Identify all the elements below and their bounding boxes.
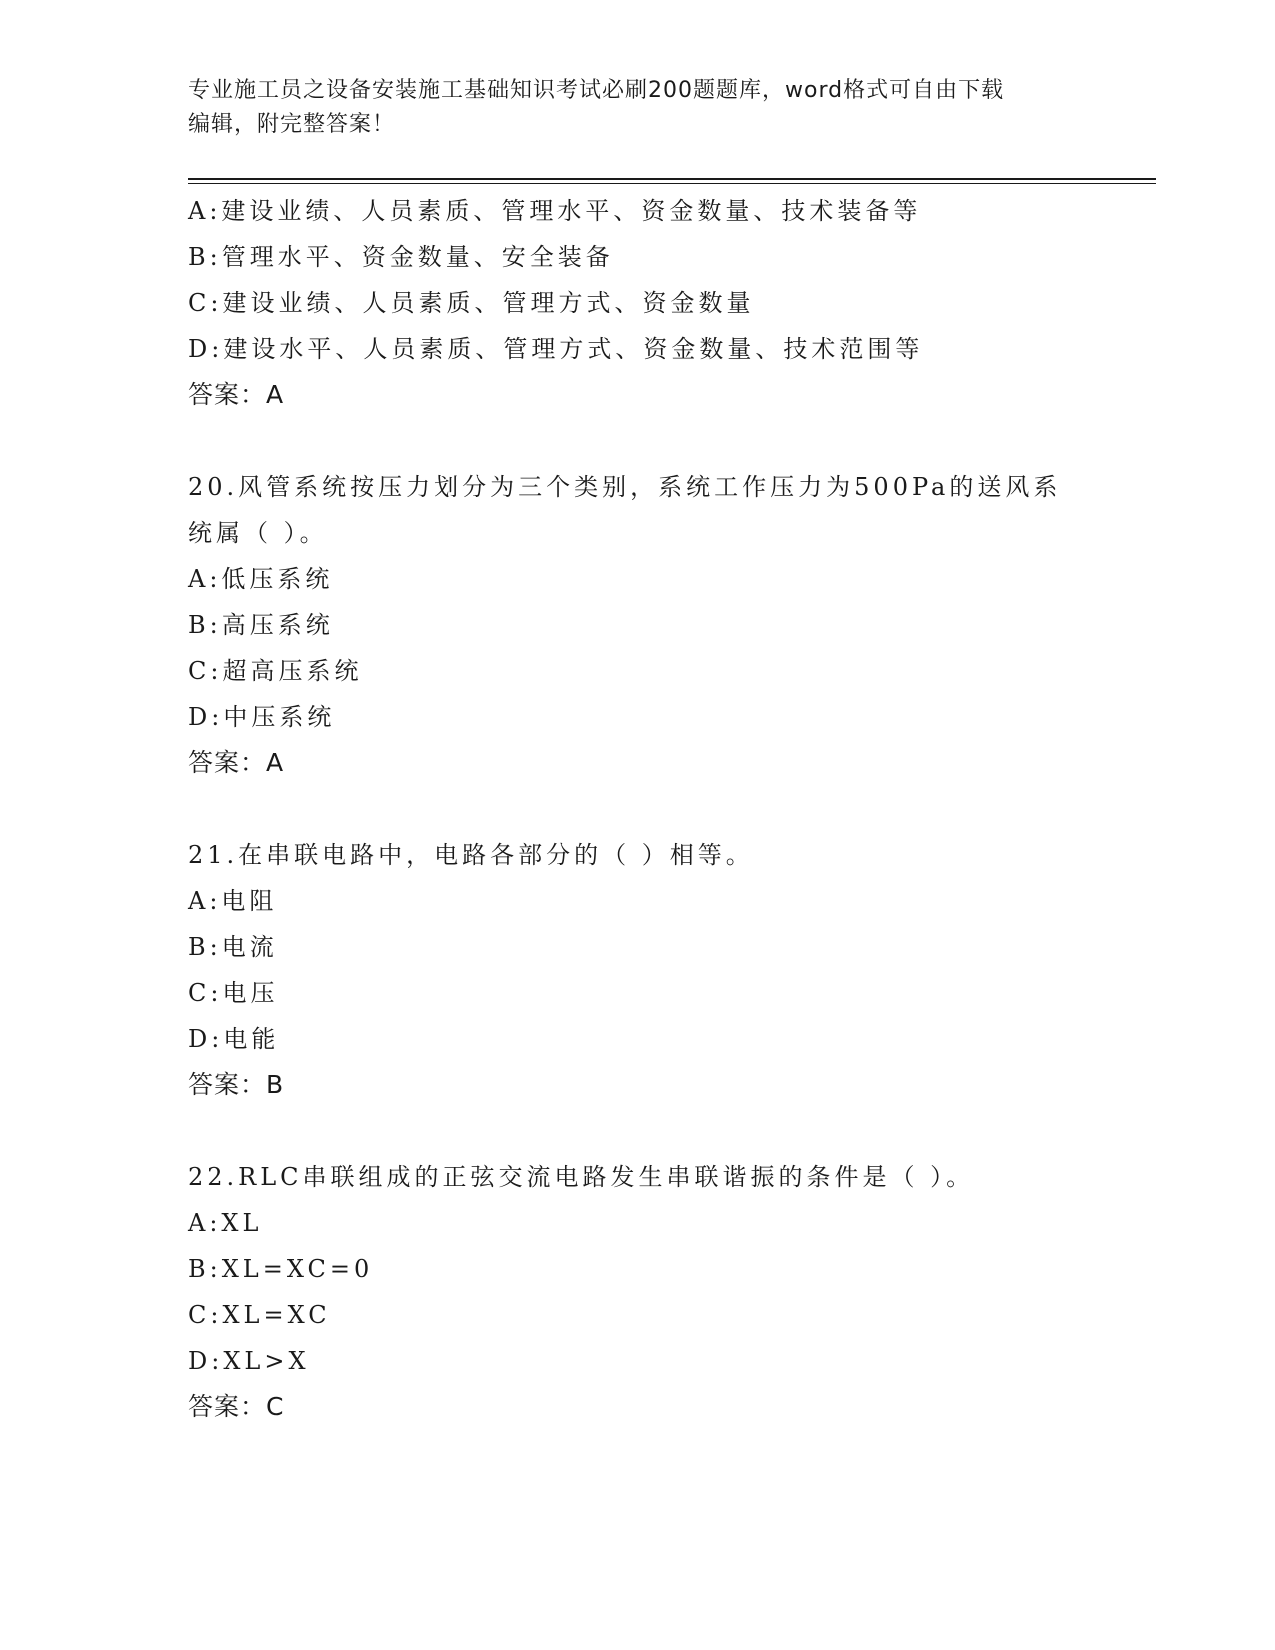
question-stem-line-2: 统属（ ）。 <box>188 519 328 547</box>
answer-label: 答案：C <box>188 1392 285 1421</box>
option-c: C:建设业绩、人员素质、管理方式、资金数量 <box>188 289 755 317</box>
header-divider-thick <box>188 178 1156 180</box>
question-stem: 21.在串联电路中，电路各部分的（ ）相等。 <box>188 841 754 869</box>
option-d: D:建设水平、人员素质、管理方式、资金数量、技术范围等 <box>188 335 924 363</box>
question-list <box>188 188 1088 1430</box>
answer-label: 答案：A <box>188 748 285 777</box>
option-c: C:XL=XC <box>188 1301 331 1329</box>
option-d: D:电能 <box>188 1025 280 1053</box>
spacer <box>188 1108 1088 1154</box>
spacer <box>188 418 1088 464</box>
option-b: B:电流 <box>188 933 278 961</box>
option-d: D:中压系统 <box>188 703 336 731</box>
question-20 <box>188 464 1088 786</box>
question-22 <box>188 1154 1088 1430</box>
answer-label: 答案：A <box>188 380 285 409</box>
option-c: C:电压 <box>188 979 279 1007</box>
spacer <box>188 786 1088 832</box>
question-21 <box>188 832 1088 1108</box>
option-d: D:XL>X <box>188 1347 310 1375</box>
header-line-2: 编辑，附完整答案！ <box>188 112 396 137</box>
option-a: A:电阻 <box>188 887 278 915</box>
option-a: A:低压系统 <box>188 565 334 593</box>
header-line-1: 专业施工员之设备安装施工基础知识考试必刷200题题库，word格式可自由下载 <box>188 78 1005 103</box>
option-b: B:XL=XC=0 <box>188 1255 374 1283</box>
option-a: A:建设业绩、人员素质、管理水平、资金数量、技术装备等 <box>188 197 922 225</box>
option-a: A:XL <box>188 1209 263 1237</box>
option-b: B:高压系统 <box>188 611 334 639</box>
document-header <box>188 74 1088 142</box>
question-stem-line-1: 20.风管系统按压力划分为三个类别，系统工作压力为500Pa的送风系 <box>188 473 1062 501</box>
question-19 <box>188 188 1088 418</box>
question-stem: 22.RLC串联组成的正弦交流电路发生串联谐振的条件是（ ）。 <box>188 1163 975 1191</box>
option-c: C:超高压系统 <box>188 657 363 685</box>
option-b: B:管理水平、资金数量、安全装备 <box>188 243 614 271</box>
header-divider-thin <box>188 183 1156 184</box>
answer-label: 答案：B <box>188 1070 285 1099</box>
